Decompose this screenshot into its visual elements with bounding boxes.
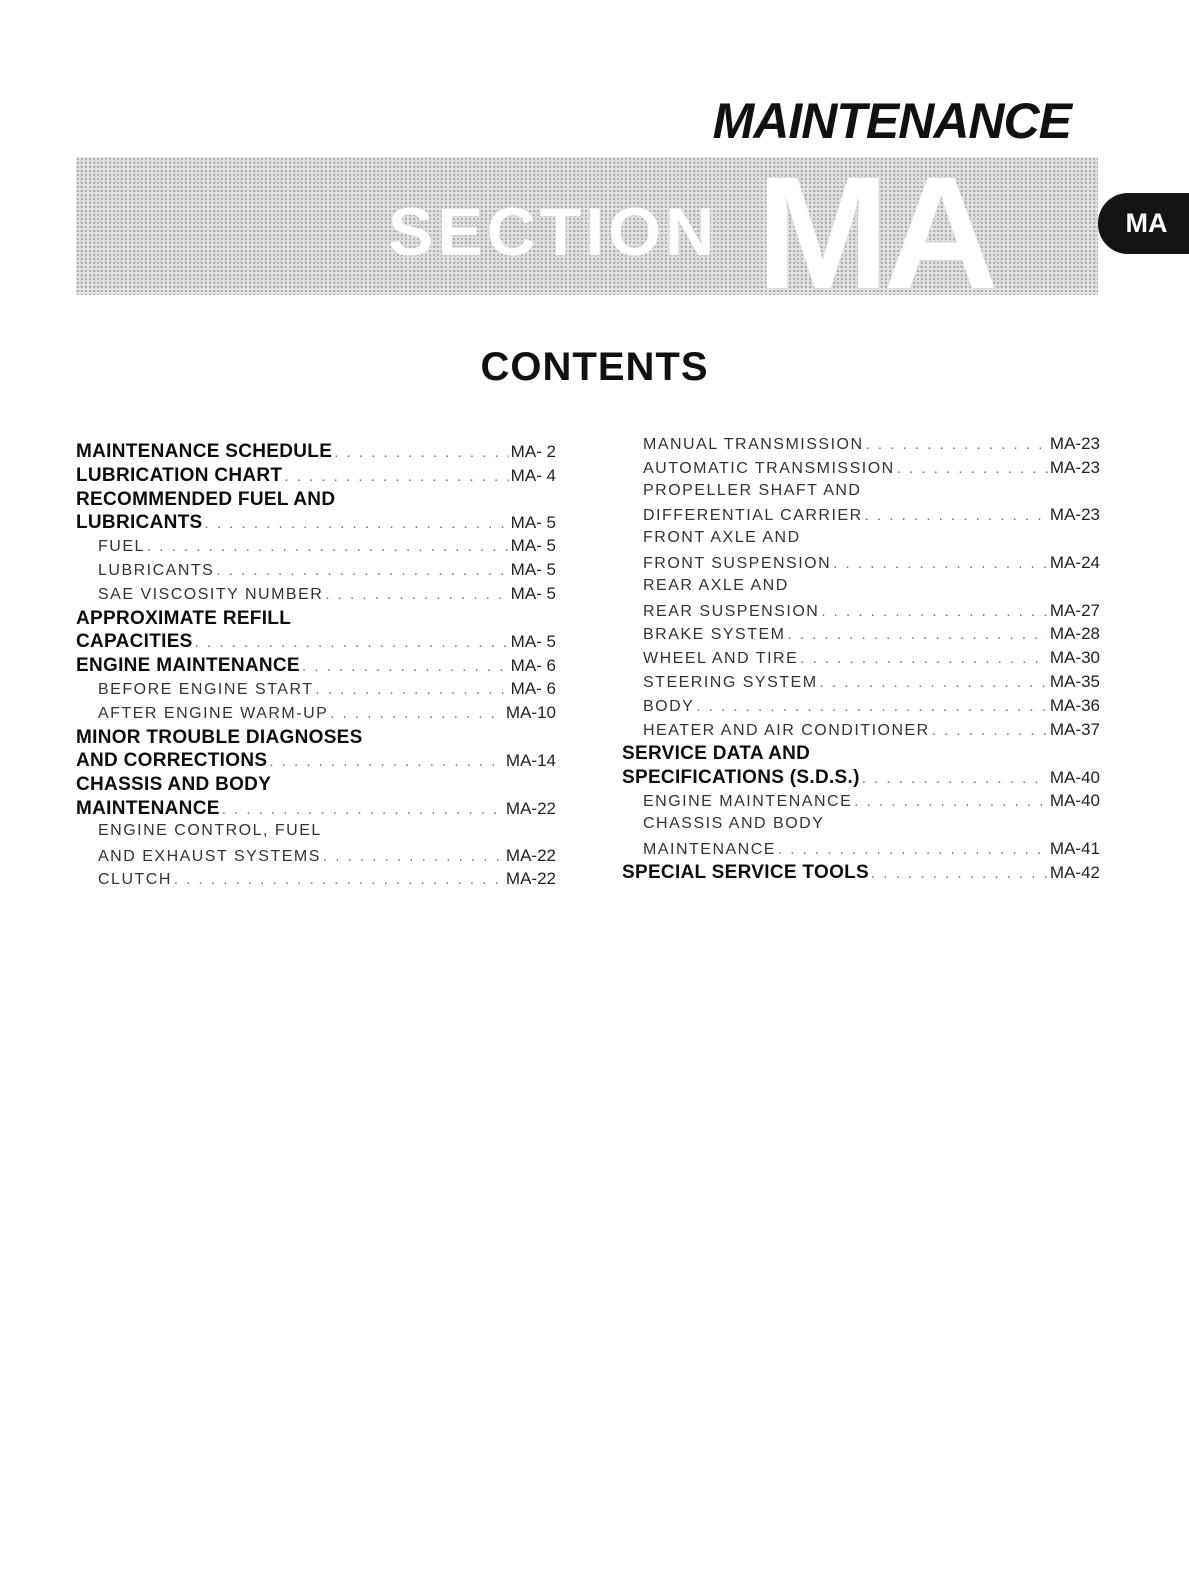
toc-entry <box>76 608 556 632</box>
toc-entry[interactable] <box>76 679 556 703</box>
toc-entry-label: AFTER ENGINE WARM-UP <box>98 704 329 722</box>
toc-entry-label: DIFFERENTIAL CARRIER <box>643 507 863 525</box>
toc-entry-label: MAINTENANCE <box>643 840 776 858</box>
toc-dot-leader <box>323 848 504 865</box>
toc-entry[interactable] <box>622 791 1100 815</box>
toc-entry[interactable] <box>622 767 1100 791</box>
toc-entry[interactable] <box>622 553 1100 577</box>
toc-entry-label: AND EXHAUST SYSTEMS <box>98 847 321 865</box>
toc-entry-page: MA- 5 <box>510 583 556 603</box>
toc-entry-label: PROPELLER SHAFT AND <box>643 481 862 499</box>
contents-heading: CONTENTS <box>480 345 709 389</box>
toc-entry[interactable] <box>76 584 556 608</box>
toc-entry-label: HEATER AND AIR CONDITIONER <box>643 721 930 739</box>
toc-dot-leader <box>316 681 509 698</box>
toc-entry[interactable] <box>76 869 556 893</box>
toc-dot-leader <box>696 698 1048 715</box>
toc-dot-leader <box>800 650 1048 667</box>
toc-dot-leader <box>820 674 1048 691</box>
toc-entry-page: MA-30 <box>1049 648 1100 668</box>
toc-entry-label: MINOR TROUBLE DIAGNOSES <box>76 726 363 748</box>
toc-entry-page: MA-22 <box>505 869 556 889</box>
toc-dot-leader <box>330 705 504 722</box>
toc-entry-page: MA- 5 <box>510 632 556 652</box>
toc-entry-label: STEERING SYSTEM <box>643 673 818 691</box>
toc-entry[interactable] <box>76 750 556 774</box>
toc-entry-label: LUBRICATION CHART <box>76 464 283 486</box>
toc-entry-label: FUEL <box>98 538 145 556</box>
toc-left-column <box>76 441 556 893</box>
toc-dot-leader <box>302 658 509 675</box>
toc-right-column <box>622 434 1100 886</box>
toc-entry-page: MA-36 <box>1049 695 1100 715</box>
toc-entry[interactable] <box>622 648 1100 672</box>
toc-dot-leader <box>269 753 504 770</box>
toc-entry-page: MA-41 <box>1049 838 1100 858</box>
toc-entry-label: BRAKE SYSTEM <box>643 626 786 644</box>
toc-entry-label: MANUAL TRANSMISSION <box>643 436 864 453</box>
toc-dot-leader <box>778 841 1048 858</box>
toc-entry <box>622 577 1100 601</box>
toc-dot-leader <box>284 468 508 485</box>
toc-entry <box>622 482 1100 506</box>
section-banner <box>76 143 1098 322</box>
toc-entry[interactable] <box>622 862 1100 886</box>
section-tab-badge[interactable]: MA <box>1098 193 1189 254</box>
toc-entry-page: MA-22 <box>505 845 556 865</box>
toc-entry-page: MA-37 <box>1049 719 1100 739</box>
toc-entry <box>76 727 556 751</box>
toc-entry-page: MA-35 <box>1049 671 1100 691</box>
toc-entry-label: ENGINE CONTROL, FUEL <box>98 821 322 839</box>
toc-entry[interactable] <box>622 434 1100 458</box>
toc-entry <box>76 822 556 846</box>
toc-entry-page: MA-23 <box>1049 434 1100 453</box>
toc-entry[interactable] <box>76 655 556 679</box>
toc-entry <box>76 774 556 798</box>
toc-entry-label: CAPACITIES <box>76 631 193 653</box>
toc-dot-leader <box>865 507 1048 524</box>
toc-dot-leader <box>871 865 1048 882</box>
toc-entry-page: MA-28 <box>1049 624 1100 644</box>
toc-dot-leader <box>866 436 1048 453</box>
toc-entry-page: MA- 5 <box>510 513 556 533</box>
toc-dot-leader <box>174 871 504 888</box>
toc-dot-leader <box>216 562 508 579</box>
toc-entry[interactable] <box>76 631 556 655</box>
toc-entry[interactable] <box>76 560 556 584</box>
toc-entry[interactable] <box>76 846 556 870</box>
toc-entry[interactable] <box>76 536 556 560</box>
toc-entry-page: MA-14 <box>505 751 556 771</box>
toc-entry-label: MAINTENANCE SCHEDULE <box>76 441 333 462</box>
toc-entry <box>622 529 1100 553</box>
toc-entry[interactable] <box>622 720 1100 744</box>
toc-entry[interactable] <box>622 624 1100 648</box>
toc-entry-page: MA-23 <box>1049 457 1100 477</box>
toc-entry-page: MA- 5 <box>510 536 556 556</box>
toc-entry-label: LUBRICANTS <box>76 512 203 534</box>
toc-entry-label: FRONT AXLE AND <box>643 529 801 547</box>
toc-entry-label: SPECIAL SERVICE TOOLS <box>622 862 870 884</box>
toc-entry-page: MA-42 <box>1049 863 1100 883</box>
toc-entry-label: APPROXIMATE REFILL <box>76 607 292 629</box>
toc-entry-label: LUBRICANTS <box>98 561 215 579</box>
toc-dot-leader <box>205 515 509 532</box>
toc-dot-leader <box>833 555 1048 572</box>
toc-entry[interactable] <box>622 458 1100 482</box>
toc-entry-label: WHEEL AND TIRE <box>643 650 799 668</box>
toc-dot-leader <box>222 801 504 818</box>
toc-dot-leader <box>862 770 1048 787</box>
toc-entry-page: MA- 6 <box>510 656 556 676</box>
banner-section-text: SECTION <box>388 194 719 270</box>
toc-entry-page: MA-40 <box>1049 790 1100 810</box>
banner-section-code: MA <box>756 143 993 322</box>
toc-entry-label: BEFORE ENGINE START <box>98 680 314 698</box>
toc-entry-page: MA-22 <box>505 798 556 818</box>
toc-entry-label: SERVICE DATA AND <box>622 743 811 765</box>
toc-entry-label: FRONT SUSPENSION <box>643 554 832 572</box>
toc-entry-page: MA- 5 <box>510 559 556 579</box>
toc-dot-leader <box>195 634 509 651</box>
toc-entry[interactable] <box>76 465 556 489</box>
toc-entry-page: MA- 2 <box>510 442 556 461</box>
toc-dot-leader <box>334 444 508 461</box>
toc-dot-leader <box>897 460 1048 477</box>
toc-entry-label: ENGINE MAINTENANCE <box>643 792 853 810</box>
toc-entry <box>76 489 556 513</box>
toc-entry-page: MA- 4 <box>510 465 556 485</box>
toc-dot-leader <box>325 586 508 603</box>
toc-entry[interactable] <box>76 441 556 465</box>
toc-entry-label: AND CORRECTIONS <box>76 750 268 772</box>
toc-entry-label: CHASSIS AND BODY <box>76 774 272 796</box>
toc-entry[interactable] <box>622 672 1100 696</box>
toc-entry <box>622 815 1100 839</box>
toc-entry <box>622 743 1100 767</box>
toc-entry[interactable] <box>76 798 556 822</box>
toc-entry-label: REAR SUSPENSION <box>643 602 820 620</box>
toc-entry[interactable] <box>76 703 556 727</box>
toc-dot-leader <box>854 793 1048 810</box>
toc-dot-leader <box>932 722 1048 739</box>
toc-entry-label: SAE VISCOSITY NUMBER <box>98 585 324 603</box>
toc-entry-label: BODY <box>643 697 695 715</box>
toc-entry[interactable] <box>622 601 1100 625</box>
toc-entry-page: MA-40 <box>1049 768 1100 788</box>
toc-entry-label: SPECIFICATIONS (S.D.S.) <box>622 767 860 789</box>
toc-entry[interactable] <box>622 839 1100 863</box>
toc-dot-leader <box>147 538 509 555</box>
toc-entry[interactable] <box>76 512 556 536</box>
toc-entry-page: MA-10 <box>505 702 556 722</box>
toc-entry[interactable] <box>622 505 1100 529</box>
toc-entry-label: ENGINE MAINTENANCE <box>76 655 300 677</box>
toc-entry-page: MA- 6 <box>510 678 556 698</box>
toc-dot-leader <box>821 603 1048 620</box>
toc-entry[interactable] <box>622 696 1100 720</box>
toc-entry-label: CHASSIS AND BODY <box>643 814 825 832</box>
toc-entry-page: MA-24 <box>1049 552 1100 572</box>
page-title: MAINTENANCE <box>712 93 1071 149</box>
toc-entry-label: RECOMMENDED FUEL AND <box>76 488 336 510</box>
toc-entry-label: AUTOMATIC TRANSMISSION <box>643 459 895 477</box>
toc-entry-label: REAR AXLE AND <box>643 576 789 594</box>
toc-dot-leader <box>787 626 1047 643</box>
toc-entry-label: CLUTCH <box>98 871 172 889</box>
toc-entry-label: MAINTENANCE <box>76 797 220 819</box>
toc-entry-page: MA-23 <box>1049 505 1100 525</box>
toc-entry-page: MA-27 <box>1049 600 1100 620</box>
